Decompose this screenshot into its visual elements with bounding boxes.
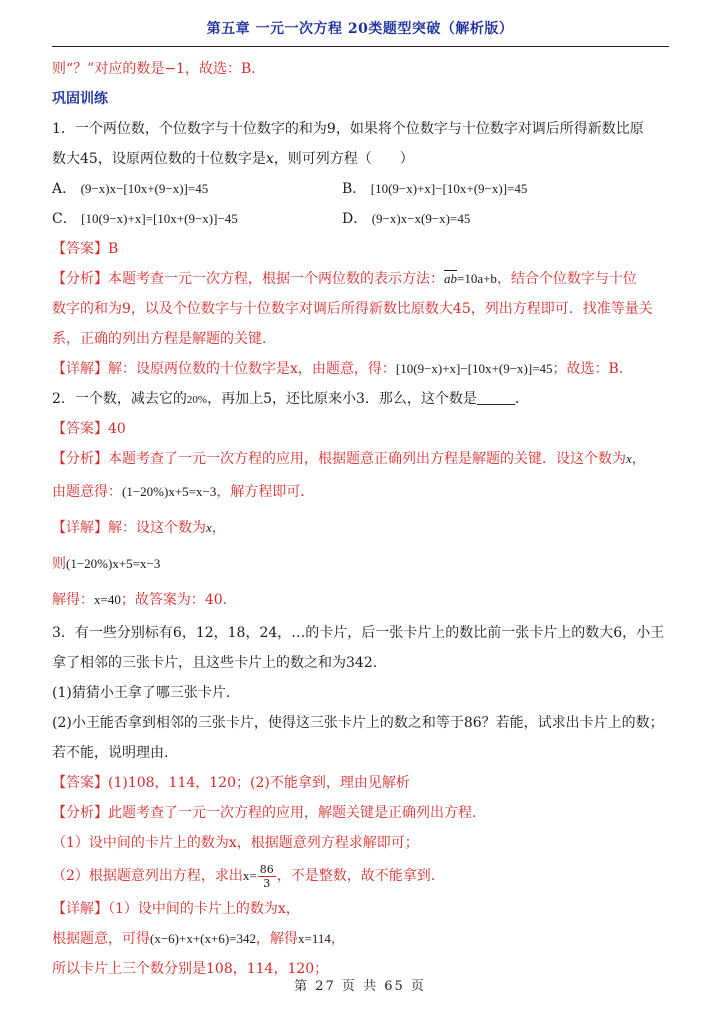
answer-1: 【答案】B — [52, 241, 119, 257]
option-b — [342, 174, 632, 204]
answer-blank — [477, 390, 515, 405]
percent-20: 20% — [186, 394, 208, 406]
analysis-3-text: 此题考查了一元一次方程的应用，解题关键是正确列出方程. — [108, 805, 477, 821]
question-1-options-row-1 — [52, 174, 672, 204]
analysis-2-line-2 — [52, 474, 672, 510]
detail-3-line-3: 所以卡片上三个数分别是108，114，120； — [52, 961, 329, 977]
answer-3: 【答案】(1)108，114，120；(2)不能拿到，理由见解析 — [52, 775, 410, 791]
detail-1-text: 解：设原两位数的十位数字是x，由题意，得： — [108, 361, 396, 377]
detail-3-line-1 — [52, 894, 672, 924]
detail-2-prefix: 则 — [52, 556, 66, 572]
option-a — [52, 174, 342, 204]
detail-tag: 【详解】 — [52, 361, 108, 377]
question-3-line-2: 拿了相邻的三张卡片，且这些卡片上的数之和为342. — [52, 655, 378, 671]
detail-2-text: 解：设这个数为 — [108, 520, 206, 536]
detail-2-end: ， — [211, 520, 226, 536]
analysis-tag: 【分析】 — [52, 805, 108, 821]
analysis-1-tail: ，结合个位数字与十位 — [496, 271, 637, 287]
previous-answer-line: 则“？”对应的数是−1，故选：B. — [52, 61, 256, 77]
option-c-equation: [10(9−x)+x]=[10x+(9−x)]−45 — [81, 211, 238, 226]
detail-1-tail: ；故选：B. — [552, 361, 624, 377]
fraction-numerator: 86 — [259, 862, 274, 876]
question-1-line-2 — [52, 144, 672, 174]
ab-equation: =10a+b — [457, 271, 497, 286]
section-title: 巩固训练 — [52, 91, 108, 107]
analysis-3-line-3 — [52, 858, 672, 894]
analysis-1-line-1 — [52, 264, 672, 294]
fraction-denominator: 3 — [263, 876, 271, 890]
detail-3-end: ， — [330, 931, 345, 947]
option-c — [52, 204, 342, 234]
question-3-part-1: (1)猜猜小王拿了哪三张卡片. — [52, 685, 231, 701]
option-b-equation: [10(9−x)+x]−[10x+(9−x)]=45 — [370, 181, 528, 196]
detail-3-text: （1）设中间的卡片上的数为x， — [108, 901, 300, 917]
detail-3-equation: (x−6)+x+(x+6)=342 — [150, 931, 256, 946]
detail-2-solve-text: 解得： — [52, 592, 94, 608]
analysis-2-tail: ，解方程即可． — [216, 484, 315, 500]
analysis-3-line-2: （1）设中间的卡片上的数为x，根据题意列方程求解即可； — [52, 835, 419, 851]
question-1-end: ，则可列方程（ ） — [273, 151, 414, 167]
page-footer: 第 27 页 共 65 页 — [294, 979, 426, 994]
option-d-equation: (9−x)x−x(9−x)=45 — [371, 211, 471, 226]
question-2 — [52, 384, 672, 414]
analysis-3-tail: ，不是整数，故不能拿到. — [276, 868, 436, 884]
analysis-tag: 【分析】 — [52, 271, 108, 287]
analysis-2-line-1 — [52, 444, 672, 474]
fraction-x-label: x= — [242, 868, 257, 883]
detail-2-equation: (1−20%)x+5=x−3 — [66, 556, 161, 571]
analysis-2-text: 本题考查了一元一次方程的应用，根据题意正确列出方程是解题的关键．设这个数为 — [108, 451, 626, 467]
detail-2-line-2 — [52, 546, 672, 582]
document-body — [52, 54, 672, 984]
header-divider — [52, 46, 669, 47]
detail-2-solution: x=40 — [94, 592, 121, 607]
option-d-label: D． — [342, 211, 368, 227]
analysis-2-end: ， — [631, 451, 646, 467]
detail-tag: 【详解】 — [52, 901, 108, 917]
variable-x: x — [206, 520, 212, 535]
option-c-label: C． — [52, 211, 77, 227]
question-2-text: 2．一个数，减去它的 — [52, 391, 187, 407]
answer-2: 【答案】40 — [52, 421, 126, 437]
page-header-title: 第五章 一元一次方程 20类题型突破（解析版） — [206, 21, 514, 37]
detail-1-equation: [10(9−x)+x]−[10x+(9−x)]=45 — [395, 361, 553, 376]
detail-1 — [52, 354, 672, 384]
option-d — [342, 204, 632, 234]
detail-3-text-2: 根据题意，可得 — [52, 931, 150, 947]
detail-tag: 【详解】 — [52, 520, 108, 536]
question-3-line-1: 3．有一些分别标有6，12，18，24，…的卡片，后一张卡片上的数比前一张卡片上的数大6，小王 — [52, 625, 665, 641]
detail-3-mid: ，解得 — [255, 931, 298, 947]
question-2-text-2: ，再加上5，还比原来小3．那么，这个数是 — [207, 391, 477, 407]
question-3-part-2-cont: 若不能，说明理由. — [52, 745, 169, 761]
analysis-1-line-3: 系，正确的列出方程是解题的关键． — [52, 331, 276, 347]
detail-2-tail: ；故答案为：40. — [120, 592, 228, 608]
analysis-2-equation: (1−20%)x+5=x−3 — [122, 484, 217, 499]
fraction-86-over-3 — [258, 863, 276, 890]
analysis-2-text-2: 由题意得： — [52, 484, 122, 500]
detail-2-line-1 — [52, 510, 672, 546]
option-a-equation: (9−x)x−[10x+(9−x)]=45 — [80, 181, 209, 196]
question-1-options-row-2 — [52, 204, 672, 234]
analysis-1-line-2: 数字的和为9，以及个位数字与十位数字对调后所得新数比原数大45，列出方程即可．找准等量关 — [52, 301, 653, 317]
ab-overline: $\overline{ab}$ — [444, 271, 457, 286]
analysis-tag: 【分析】 — [52, 451, 108, 467]
analysis-3-line-1 — [52, 798, 672, 828]
detail-3-line-2 — [52, 924, 672, 954]
variable-x: x — [626, 451, 632, 466]
detail-3-solution: x=114 — [297, 931, 331, 946]
question-1-text: 数大45，设原两位数的十位数字是 — [52, 151, 266, 167]
variable-x: x — [265, 151, 274, 167]
option-b-label: B． — [342, 181, 367, 197]
analysis-1-text: 本题考查一元一次方程，根据一个两位数的表示方法： — [108, 271, 444, 287]
question-2-end: . — [514, 391, 520, 407]
question-3-part-2: (2)小王能否拿到相邻的三张卡片，使得这三张卡片上的数之和等于86？若能，试求出卡片上的数； — [52, 715, 664, 731]
detail-2-line-3 — [52, 582, 672, 618]
question-1-line-1: 1．一个两位数，个位数字与十位数字的和为9，如果将个位数字与十位数字对调后所得新数比原 — [52, 121, 644, 137]
option-a-label: A． — [52, 181, 77, 197]
analysis-3-text-3: （2）根据题意列出方程，求出 — [52, 868, 243, 884]
